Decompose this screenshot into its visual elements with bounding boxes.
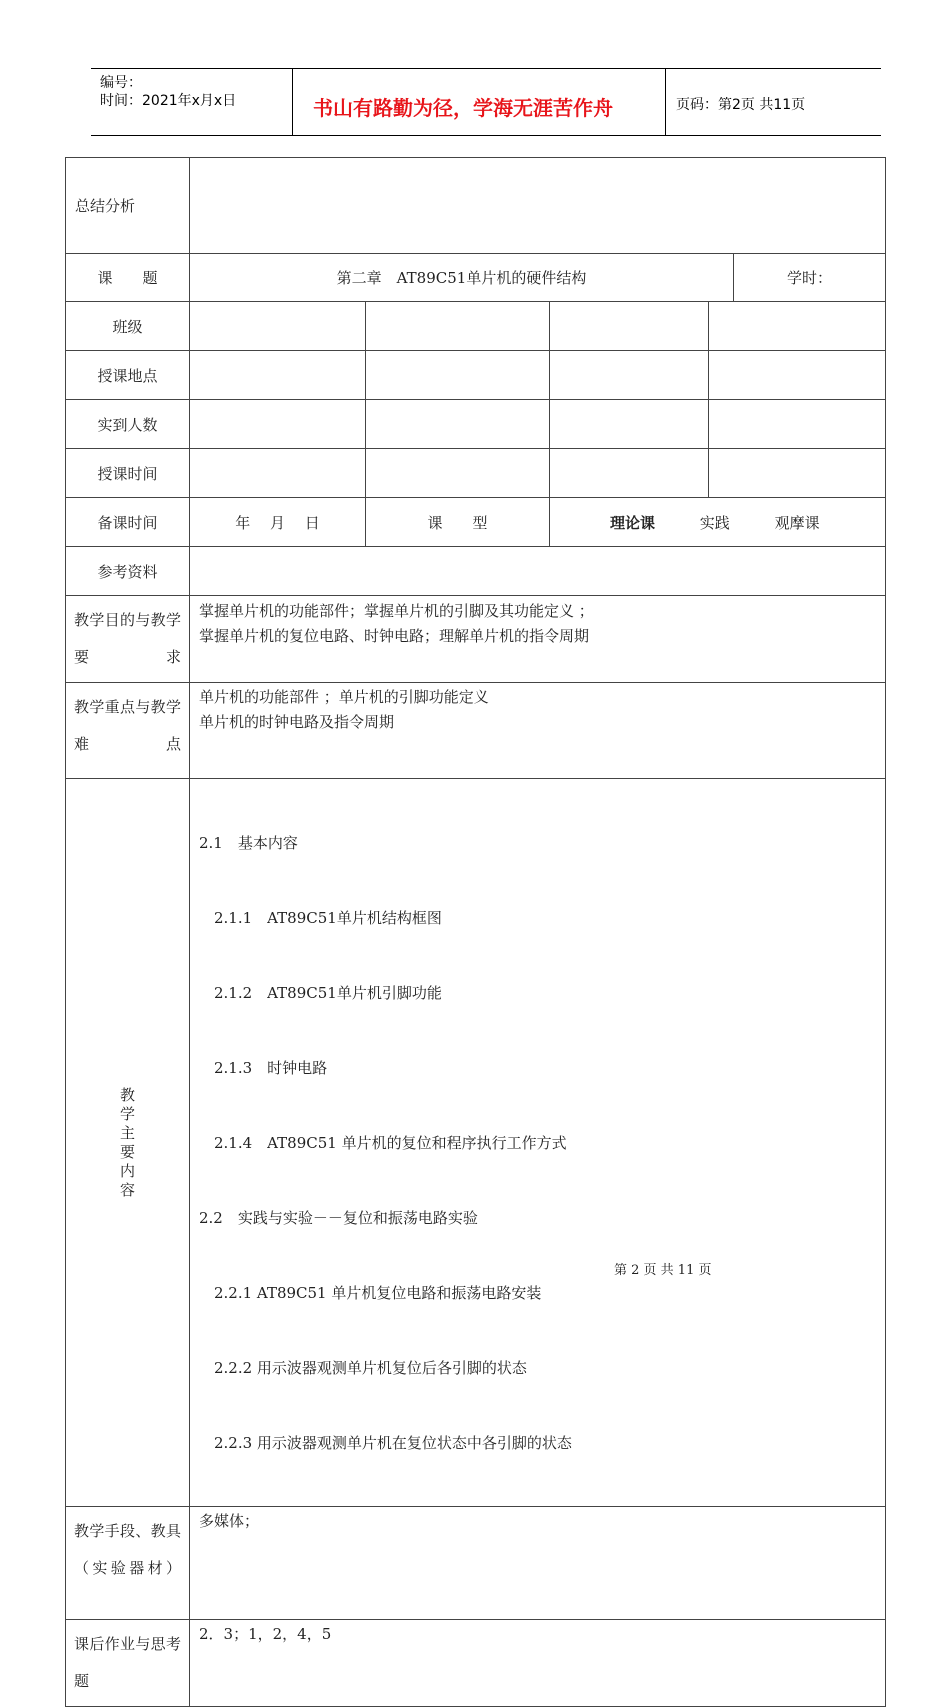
- attendance-cell[interactable]: [190, 400, 366, 449]
- class-cell[interactable]: [709, 302, 886, 351]
- methods-row: [66, 1507, 886, 1620]
- homework-row: [66, 1620, 886, 1707]
- teach-time-cell[interactable]: [709, 449, 886, 498]
- serial-number-label: 编号：: [100, 75, 142, 91]
- teach-time-label: 授课时间: [66, 449, 190, 498]
- header-bottom-rule: [91, 135, 881, 136]
- content-label-char: 教: [119, 1085, 135, 1104]
- type-observe[interactable]: 观摩课: [774, 513, 820, 532]
- class-row: [66, 302, 886, 351]
- reference-cell[interactable]: [190, 547, 886, 596]
- content-label-char: 容: [119, 1180, 135, 1199]
- content-line: 2.1.1 AT89C51单片机结构框图: [199, 909, 442, 927]
- methods-cell: 多媒体；: [190, 1507, 886, 1620]
- summary-cell[interactable]: [190, 158, 886, 254]
- type-theory[interactable]: 理论课: [610, 513, 656, 532]
- teach-time-cell[interactable]: [550, 449, 709, 498]
- homework-cell: 2．3；1，2，4，5: [190, 1620, 886, 1707]
- summary-row: [66, 158, 886, 254]
- attendance-cell[interactable]: [366, 400, 550, 449]
- location-cell[interactable]: [190, 351, 366, 400]
- location-row: [66, 351, 886, 400]
- content-line: 2.2 实践与实验－－复位和振荡电路实验: [199, 1209, 478, 1227]
- keypoint-line: 单片机的时钟电路及指令周期: [199, 713, 395, 731]
- content-label-char: 学: [119, 1104, 135, 1123]
- class-label: 班级: [66, 302, 190, 351]
- teach-time-cell[interactable]: [190, 449, 366, 498]
- lesson-plan-table: [65, 157, 886, 1707]
- homework-label: 课后作业与思考题: [66, 1620, 190, 1707]
- objectives-row: [66, 596, 886, 683]
- header-motto: 书山有路勤为径，学海无涯苦作舟: [313, 96, 613, 120]
- reference-label: 参考资料: [66, 547, 190, 596]
- content-line: 2.1.3 时钟电路: [199, 1059, 328, 1077]
- objectives-label: 教学目的与教学要求: [66, 596, 190, 683]
- keypoints-row: [66, 683, 886, 779]
- content-line: 2.2.3 用示波器观测单片机在复位状态中各引脚的状态: [199, 1434, 572, 1452]
- course-type-options: [550, 498, 886, 547]
- prep-time-row: [66, 498, 886, 547]
- class-cell[interactable]: [190, 302, 366, 351]
- content-line: 2.1 基本内容: [199, 834, 298, 852]
- objective-line: 掌握单片机的复位电路、时钟电路；理解单片机的指令周期: [199, 627, 590, 645]
- content-line: 2.1.2 AT89C51单片机引脚功能: [199, 984, 442, 1002]
- keypoint-line: 单片机的功能部件 ；单片机的引脚功能定义: [199, 688, 489, 706]
- topic-label: 课 题: [66, 254, 190, 302]
- content-label-char: 要: [119, 1142, 135, 1161]
- objectives-cell: [190, 596, 886, 683]
- location-cell[interactable]: [366, 351, 550, 400]
- content-cell: [190, 779, 886, 1507]
- attendance-label: 实到人数: [66, 400, 190, 449]
- prep-date: 年 月 日: [190, 498, 366, 547]
- content-label: [66, 779, 190, 1507]
- attendance-cell[interactable]: [709, 400, 886, 449]
- class-cell[interactable]: [550, 302, 709, 351]
- reference-row: [66, 547, 886, 596]
- type-practice[interactable]: 实践: [699, 513, 730, 532]
- hours-label: 学时：: [734, 254, 886, 302]
- methods-label: 教学手段、教具（实验器材）: [66, 1507, 190, 1620]
- date-label: 时间：2021年x月x日: [100, 93, 237, 109]
- content-label-char: 主: [119, 1123, 135, 1142]
- keypoints-cell: [190, 683, 886, 779]
- location-cell[interactable]: [709, 351, 886, 400]
- header-divider-right: [665, 68, 666, 136]
- location-cell[interactable]: [550, 351, 709, 400]
- attendance-row: [66, 400, 886, 449]
- location-label: 授课地点: [66, 351, 190, 400]
- header-divider-left: [292, 68, 293, 136]
- teach-time-row: [66, 449, 886, 498]
- content-line: 2.2.1 AT89C51 单片机复位电路和振荡电路安装: [199, 1284, 542, 1302]
- topic-value: 第二章 AT89C51单片机的硬件结构: [190, 254, 734, 302]
- content-line: 2.1.4 AT89C51 单片机的复位和程序执行工作方式: [199, 1134, 567, 1152]
- header-top-rule: [91, 68, 881, 69]
- attendance-cell[interactable]: [550, 400, 709, 449]
- keypoints-label: 教学重点与教学难点: [66, 683, 190, 779]
- objective-line: 掌握单片机的功能部件；掌握单片机的引脚及其功能定义 ；: [199, 602, 594, 620]
- content-row: [66, 779, 886, 1507]
- course-type-label: 课 型: [366, 498, 550, 547]
- page-info: 页码：第2页 共11页: [676, 97, 806, 113]
- topic-row: [66, 254, 886, 302]
- content-label-char: 内: [119, 1161, 135, 1180]
- class-cell[interactable]: [366, 302, 550, 351]
- summary-label: 总结分析: [66, 158, 190, 254]
- prep-time-label: 备课时间: [66, 498, 190, 547]
- page-footer: 第 2 页 共 11 页: [614, 1263, 712, 1278]
- content-line: 2.2.2 用示波器观测单片机复位后各引脚的状态: [199, 1359, 527, 1377]
- teach-time-cell[interactable]: [366, 449, 550, 498]
